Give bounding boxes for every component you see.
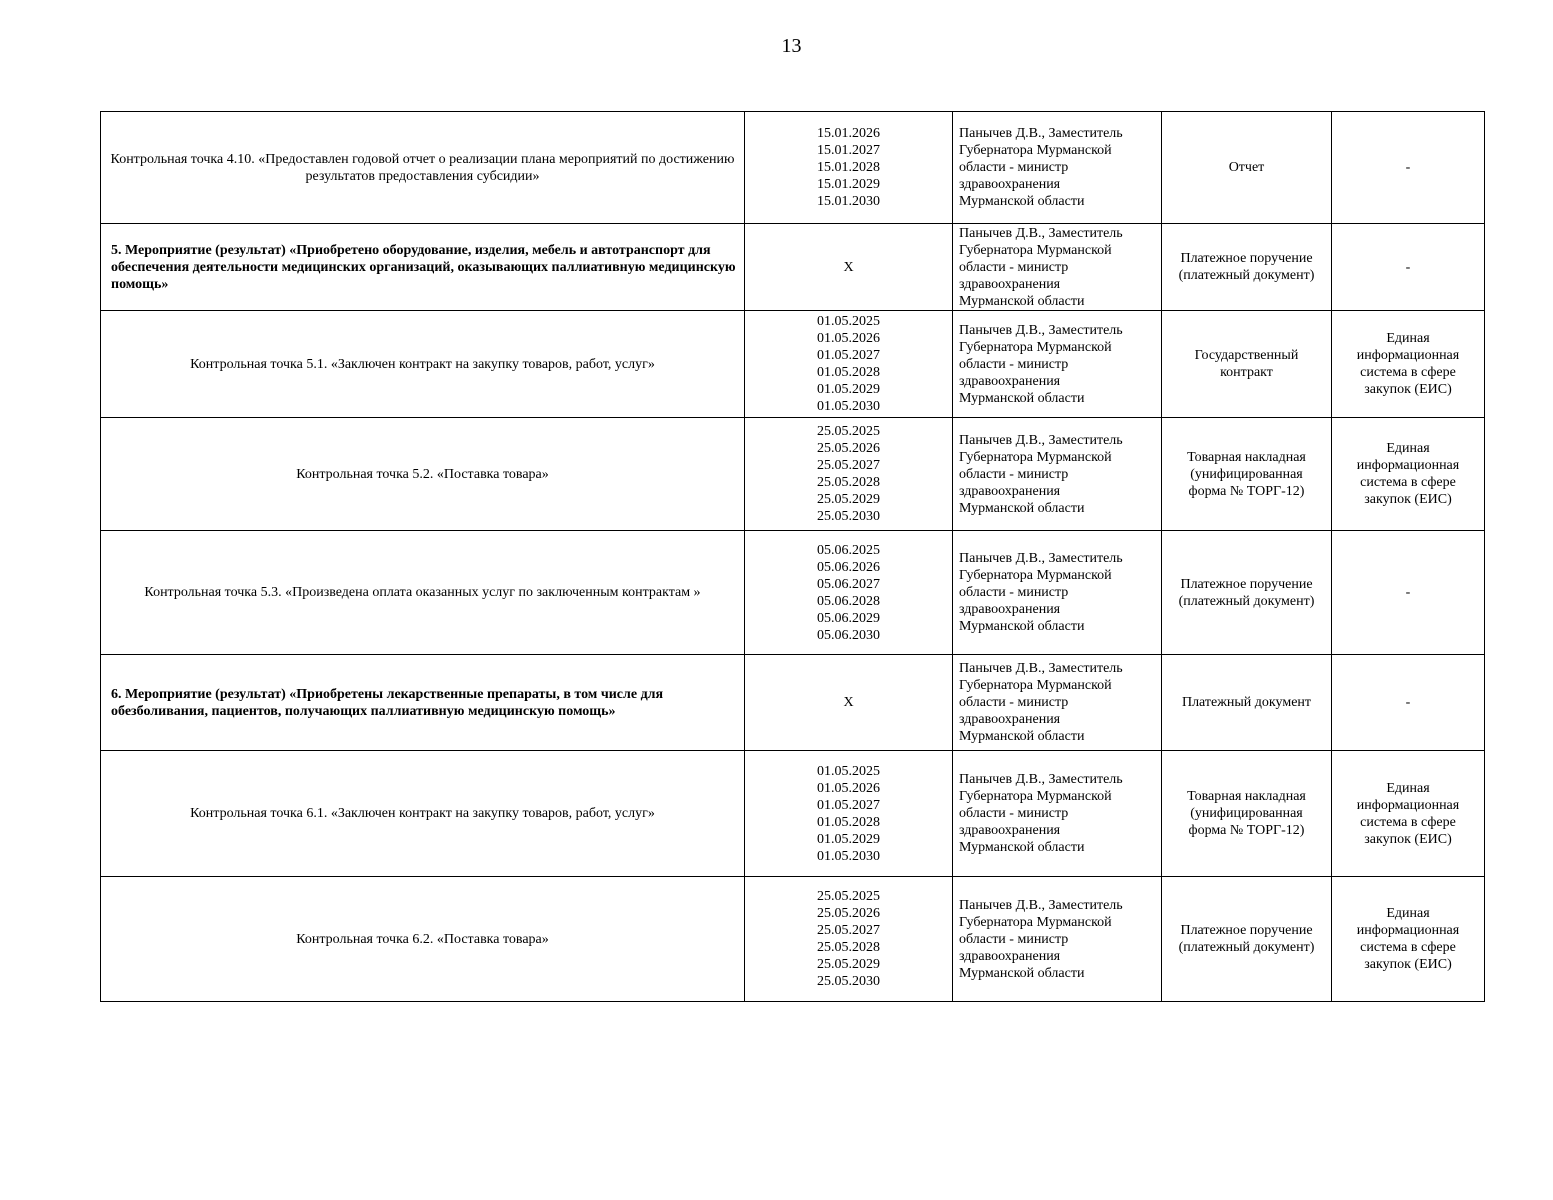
row-document bbox=[1162, 112, 1332, 224]
date-line: 25.05.2029 bbox=[817, 492, 880, 507]
system-line: закупок (ЕИС) bbox=[1364, 957, 1452, 972]
system-line: информационная bbox=[1356, 458, 1460, 473]
responsible-line: здравоохранения bbox=[959, 276, 1061, 292]
document-line: Платежный документ bbox=[1181, 695, 1312, 710]
event-row bbox=[101, 655, 1485, 751]
system-line: закупок (ЕИС) bbox=[1364, 382, 1452, 397]
row-name: Контрольная точка 6.1. «Заключен контракт на закупку товаров, работ, услуг» bbox=[101, 751, 745, 877]
row-document bbox=[1162, 751, 1332, 877]
system-line: - bbox=[1405, 585, 1411, 600]
date-line: 01.05.2027 bbox=[817, 797, 880, 813]
checkpoint-row bbox=[101, 751, 1485, 877]
responsible-line: здравоохранения bbox=[959, 177, 1061, 192]
date-line: 01.05.2025 bbox=[817, 763, 880, 779]
responsible-line: Губернатора Мурманской bbox=[959, 339, 1112, 355]
date-line: Х bbox=[843, 259, 854, 275]
system-line: Единая bbox=[1386, 331, 1430, 346]
row-responsible bbox=[953, 311, 1162, 418]
document-line: (платежный документ) bbox=[1178, 593, 1315, 609]
row-responsible bbox=[953, 655, 1162, 751]
date-line: 01.05.2030 bbox=[817, 399, 880, 414]
responsible-line: Мурманской области bbox=[959, 840, 1085, 855]
responsible-line: Губернатора Мурманской bbox=[959, 789, 1112, 804]
responsible-line: Мурманской области bbox=[959, 500, 1085, 516]
document-line: Платежное поручение bbox=[1180, 251, 1313, 266]
date-line: 15.01.2027 bbox=[817, 143, 880, 158]
document-line: (платежный документ) bbox=[1178, 268, 1315, 283]
date-line: 25.05.2026 bbox=[817, 441, 880, 456]
plan-table bbox=[100, 111, 1485, 1002]
responsible-line: здравоохранения bbox=[959, 483, 1061, 499]
system-line: система в сфере bbox=[1360, 365, 1456, 380]
date-line: 01.05.2029 bbox=[817, 831, 880, 847]
responsible-line: Панычев Д.В., Заместитель bbox=[959, 432, 1123, 448]
date-line: 25.05.2028 bbox=[817, 940, 880, 955]
date-line: 25.05.2027 bbox=[817, 923, 880, 938]
document-line: (платежный документ) bbox=[1178, 940, 1315, 955]
row-document bbox=[1162, 877, 1332, 1002]
document-line: Товарная накладная bbox=[1187, 789, 1306, 804]
document-line: форма № ТОРГ-12) bbox=[1188, 823, 1305, 838]
row-name: 5. Мероприятие (результат) «Приобретено оборудование, изделия, мебель и автотранспорт для обеспечения деятельности медицинских организаций, оказывающих паллиативную медицинскую помощь» bbox=[101, 224, 745, 311]
checkpoint-row bbox=[101, 311, 1485, 418]
row-name: Контрольная точка 5.3. «Произведена оплата оказанных услуг по заключенным контрактам » bbox=[101, 531, 745, 655]
system-line: информационная bbox=[1356, 923, 1460, 938]
date-line: 25.05.2030 bbox=[817, 509, 880, 524]
plan-table-body bbox=[101, 112, 1485, 1002]
row-dates bbox=[745, 224, 953, 311]
date-line: 25.05.2026 bbox=[817, 906, 880, 921]
responsible-line: области - министр bbox=[959, 585, 1069, 600]
responsible-line: Панычев Д.В., Заместитель bbox=[959, 897, 1123, 913]
responsible-line: области - министр bbox=[959, 466, 1069, 482]
responsible-line: Панычев Д.В., Заместитель bbox=[959, 126, 1123, 141]
row-name: Контрольная точка 6.2. «Поставка товара» bbox=[101, 877, 745, 1002]
document-line: Товарная накладная bbox=[1187, 449, 1306, 465]
event-row bbox=[101, 224, 1485, 311]
system-line: - bbox=[1405, 259, 1411, 275]
document-line: Платежное поручение bbox=[1180, 576, 1313, 592]
system-line: Единая bbox=[1386, 441, 1430, 456]
checkpoint-row bbox=[101, 112, 1485, 224]
row-name: Контрольная точка 5.1. «Заключен контракт на закупку товаров, работ, услуг» bbox=[101, 311, 745, 418]
row-dates bbox=[745, 418, 953, 531]
responsible-line: Губернатора Мурманской bbox=[959, 678, 1112, 693]
document-line: контракт bbox=[1220, 365, 1273, 380]
row-responsible bbox=[953, 531, 1162, 655]
responsible-line: Панычев Д.В., Заместитель bbox=[959, 661, 1123, 676]
responsible-line: Мурманской области bbox=[959, 965, 1085, 981]
row-system bbox=[1332, 112, 1485, 224]
row-document bbox=[1162, 531, 1332, 655]
document-line: (унифицированная bbox=[1190, 466, 1303, 482]
system-line: информационная bbox=[1356, 348, 1460, 363]
date-line: 01.05.2026 bbox=[817, 780, 880, 796]
date-line: 05.06.2029 bbox=[817, 610, 880, 626]
system-line: Единая bbox=[1386, 906, 1430, 921]
row-system bbox=[1332, 224, 1485, 311]
date-line: 01.05.2028 bbox=[817, 814, 880, 830]
responsible-line: здравоохранения bbox=[959, 602, 1061, 617]
responsible-line: области - министр bbox=[959, 160, 1069, 175]
row-responsible bbox=[953, 877, 1162, 1002]
row-document bbox=[1162, 224, 1332, 311]
row-dates bbox=[745, 112, 953, 224]
responsible-line: области - министр bbox=[959, 356, 1069, 372]
responsible-line: области - министр bbox=[959, 259, 1069, 275]
responsible-line: здравоохранения bbox=[959, 823, 1061, 838]
system-line: система в сфере bbox=[1360, 814, 1456, 830]
date-line: 05.06.2030 bbox=[817, 627, 880, 643]
document-line: (унифицированная bbox=[1190, 806, 1303, 821]
row-system bbox=[1332, 877, 1485, 1002]
responsible-line: Мурманской области bbox=[959, 390, 1085, 406]
row-dates bbox=[745, 531, 953, 655]
row-dates bbox=[745, 311, 953, 418]
row-name: Контрольная точка 5.2. «Поставка товара» bbox=[101, 418, 745, 531]
row-responsible bbox=[953, 751, 1162, 877]
system-line: Единая bbox=[1386, 780, 1430, 796]
date-line: 15.01.2028 bbox=[817, 160, 880, 175]
date-line: 05.06.2025 bbox=[817, 542, 880, 558]
responsible-line: Мурманской области bbox=[959, 729, 1085, 744]
checkpoint-row bbox=[101, 531, 1485, 655]
checkpoint-row bbox=[101, 418, 1485, 531]
system-line: система в сфере bbox=[1360, 475, 1456, 490]
system-line: - bbox=[1405, 160, 1411, 175]
responsible-line: Панычев Д.В., Заместитель bbox=[959, 225, 1123, 241]
responsible-line: Мурманской области bbox=[959, 194, 1085, 209]
responsible-line: Панычев Д.В., Заместитель bbox=[959, 322, 1123, 338]
date-line: 25.05.2025 bbox=[817, 424, 880, 439]
date-line: 15.01.2030 bbox=[817, 194, 880, 209]
date-line: 15.01.2026 bbox=[817, 126, 880, 141]
document-line: форма № ТОРГ-12) bbox=[1188, 483, 1305, 499]
row-system bbox=[1332, 655, 1485, 751]
page-number: 13 bbox=[781, 35, 802, 57]
date-line: 25.05.2030 bbox=[817, 974, 880, 989]
date-line: 25.05.2027 bbox=[817, 458, 880, 473]
date-line: 05.06.2026 bbox=[817, 559, 880, 575]
responsible-line: Губернатора Мурманской bbox=[959, 914, 1112, 930]
row-name: 6. Мероприятие (результат) «Приобретены лекарственные препараты, в том числе для обезболивания, пациентов, получающих паллиативную медицинскую помощь» bbox=[101, 655, 745, 751]
system-line: закупок (ЕИС) bbox=[1364, 492, 1452, 507]
date-line: 05.06.2028 bbox=[817, 593, 880, 609]
responsible-line: Панычев Д.В., Заместитель bbox=[959, 551, 1123, 566]
date-line: 01.05.2027 bbox=[817, 348, 880, 363]
date-line: 05.06.2027 bbox=[817, 576, 880, 592]
checkpoint-row bbox=[101, 877, 1485, 1002]
responsible-line: Губернатора Мурманской bbox=[959, 568, 1112, 583]
row-name: Контрольная точка 4.10. «Предоставлен годовой отчет о реализации плана мероприятий по достижению результатов предоставления субсидии» bbox=[101, 112, 745, 224]
date-line: 25.05.2025 bbox=[817, 889, 880, 904]
row-dates bbox=[745, 751, 953, 877]
responsible-line: Панычев Д.В., Заместитель bbox=[959, 772, 1123, 787]
responsible-line: Губернатора Мурманской bbox=[959, 143, 1112, 158]
responsible-line: области - министр bbox=[959, 695, 1069, 710]
responsible-line: здравоохранения bbox=[959, 373, 1061, 389]
row-system bbox=[1332, 751, 1485, 877]
date-line: 01.05.2026 bbox=[817, 331, 880, 346]
date-line: 01.05.2025 bbox=[817, 314, 880, 329]
system-line: система в сфере bbox=[1360, 940, 1456, 955]
date-line: 01.05.2029 bbox=[817, 382, 880, 397]
date-line: Х bbox=[843, 695, 854, 710]
system-line: - bbox=[1405, 695, 1411, 710]
row-document bbox=[1162, 655, 1332, 751]
row-responsible bbox=[953, 112, 1162, 224]
system-line: информационная bbox=[1356, 797, 1460, 813]
date-line: 01.05.2028 bbox=[817, 365, 880, 380]
date-line: 25.05.2029 bbox=[817, 957, 880, 972]
responsible-line: Губернатора Мурманской bbox=[959, 242, 1112, 258]
date-line: 15.01.2029 bbox=[817, 177, 880, 192]
row-responsible bbox=[953, 224, 1162, 311]
responsible-line: области - министр bbox=[959, 931, 1069, 947]
responsible-line: области - министр bbox=[959, 806, 1069, 821]
responsible-line: Мурманской области bbox=[959, 293, 1085, 309]
responsible-line: здравоохранения bbox=[959, 712, 1061, 727]
responsible-line: Губернатора Мурманской bbox=[959, 449, 1112, 465]
responsible-line: Мурманской области bbox=[959, 619, 1085, 634]
system-line: закупок (ЕИС) bbox=[1364, 831, 1452, 847]
row-system bbox=[1332, 531, 1485, 655]
date-line: 01.05.2030 bbox=[817, 848, 880, 864]
row-responsible bbox=[953, 418, 1162, 531]
row-dates bbox=[745, 655, 953, 751]
responsible-line: здравоохранения bbox=[959, 948, 1061, 964]
document-line: Отчет bbox=[1228, 160, 1265, 175]
date-line: 25.05.2028 bbox=[817, 475, 880, 490]
row-document bbox=[1162, 418, 1332, 531]
row-system bbox=[1332, 418, 1485, 531]
row-system bbox=[1332, 311, 1485, 418]
row-dates bbox=[745, 877, 953, 1002]
document-line: Государственный bbox=[1194, 348, 1299, 363]
document-line: Платежное поручение bbox=[1180, 923, 1313, 938]
row-document bbox=[1162, 311, 1332, 418]
